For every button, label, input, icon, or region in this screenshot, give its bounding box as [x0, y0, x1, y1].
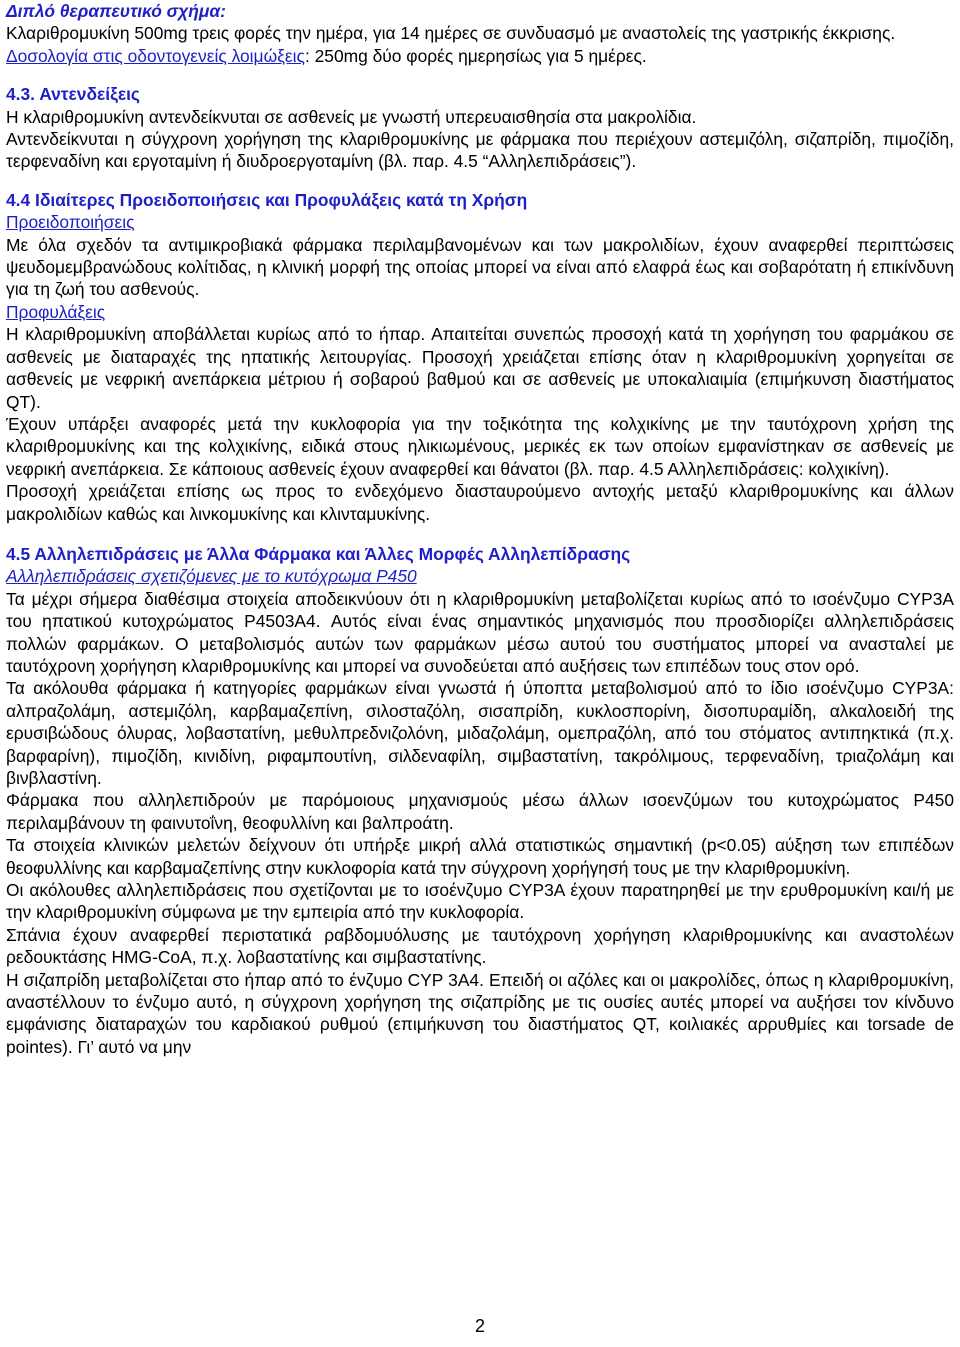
precautions-subheading: Προφυλάξεις: [6, 301, 106, 322]
interactions-subheading: Αλληλεπιδράσεις σχετιζόμενες με το κυτόχρωμα P450: [6, 566, 417, 587]
dental-dosage-text: : 250mg δύο φορές ημερησίως για 5 ημέρες.: [304, 45, 647, 66]
interactions-heading: 4.5 Αλληλεπιδράσεις με Άλλα Φάρμακα και Άλλες Μορφές Αλληλεπίδρασης: [6, 543, 631, 564]
interactions-paragraph-3: Φάρμακα που αλληλεπιδρούν με παρόμοιους μηχανισμούς μέσω άλλων ισοενζύμων του κυτοχρώματος P450 περιλαμβάνουν τη φαινυτοΐνη, θεοφυλλίνη και βαλπροάτη.: [6, 790, 954, 833]
contraindications-paragraph-2: Αντενδείκνυται η σύγχρονη χορήγηση της κλαριθρομυκίνης με φάρμακα που περιέχουν αστεμιζόλη, σιζαπρίδη, πιμοζίδη, τερφεναδίνη και εργοταμίνη ή διυδροεργοταμίνη (βλ. παρ. 4.5 “Αλληλεπιδράσεις”).: [6, 129, 954, 172]
precautions-paragraph-2: Έχουν υπάρξει αναφορές μετά την κυκλοφορία για την τοξικότητα της κολχικίνης με την ταυτόχρονη χρήση της κλαριθρομυκίνης και της κολχικίνης, ειδικά στους ηλικιωμένους, μερικές εκ των οποίων εμφανίστηκαν σε ασθενείς με νεφρική ανεπάρκεια. Σε κάποιους ασθενείς έχουν αναφερθεί και θάνατοι (βλ. παρ. 4.5 Αλληλεπιδράσεις: κολχικίνη).: [6, 413, 954, 479]
interactions-paragraph-2: Τα ακόλουθα φάρμακα ή κατηγορίες φαρμάκων είναι γνωστά ή ύποπτα μεταβολισμού από το ίδιο ισοένζυμο CYP3A: αλπραζολάμη, αστεμιζόλη, καρβαμαζεπίνη, σιλοσταζόλη, σισαπρίδη, κυκλοσπορίνη, δισοπυραμίδη, αλκαλοειδή της ερυσιβώδους όλυρας, λοβαστατίνη, μεθυλπρεδνιζολόνη, μιδαζολάμη, ομεπραζόλη, από του στόματος αντιπηκτικά (π.χ. βαρφαρίνη), πιμοζίδη, κινιδίνη, ριφαμπουτίνη, σιλδεναφίλη, σιμβαστατίνη, τακρόλιμους, τερφεναδίνη, τριαζολάμη και βινβλαστίνη.: [6, 678, 954, 788]
interactions-paragraph-6: Σπάνια έχουν αναφερθεί περιστατικά ραβδομυόλυσης με ταυτόχρονη χορήγηση κλαριθρομυκίνης και αναστολέων ρεδουκτάσης HMG-CoA, π.χ. λοβαστατίνης και σιμβαστατίνης.: [6, 924, 954, 968]
warnings-subheading: Προειδοποιήσεις: [6, 212, 135, 233]
warnings-paragraph-1: Με όλα σχεδόν τα αντιμικροβιακά φάρμακα περιλαμβανομένων και των μακρολιδίων, έχουν αναφερθεί περιπτώσεις ψευδομεμβρανώδους κολίτιδας, η κλινική μορφή της οποίας μπορεί να είναι από ελαφρά έως και σοβαρότατη ή επικίνδυνη για τη ζωή του ασθενούς.: [6, 234, 954, 300]
dual-regimen-title: Διπλό θεραπευτικό σχήμα:: [6, 1, 226, 21]
dual-regimen-text: Κλαριθρομυκίνη 500mg τρεις φορές την ημέρα, για 14 ημέρες σε συνδυασμό με αναστολείς της γαστρικής έκκρισης.: [6, 23, 896, 44]
page-number: 2: [474, 1316, 485, 1336]
precautions-paragraph-3: Προσοχή χρειάζεται επίσης ως προς το ενδεχόμενο διασταυρούμενο αντοχής μεταξύ κλαριθρομυκίνης και άλλων μακρολιδίων καθώς και λινκομυκίνης και κλινταμυκίνης.: [6, 481, 954, 524]
interactions-paragraph-1: Τα μέχρι σήμερα διαθέσιμα στοιχεία αποδεικνύουν ότι η κλαριθρομυκίνη μεταβολίζεται κυρίως από το ισοένζυμο CYP3A του ηπατικού κυτοχρώματος P4503A4. Αυτός είναι ένας σημαντικός μηχανισμός που προσδιορίζει αλληλεπιδράσεις πολλών φαρμάκων. Ο μεταβολισμός αυτών των φαρμάκων μέσω αυτού του συστήματος μπορεί να ανασταλεί με ταυτόχρονη χορήγηση κλαριθρομυκίνης και μπορεί να συνοδεύεται από αυξήσεις των επιπέδων τους στον ορό.: [6, 588, 954, 676]
contraindications-heading: 4.3. Αντενδείξεις: [6, 84, 140, 105]
interactions-paragraph-4: Τα στοιχεία κλινικών μελετών δείχνουν ότι υπήρξε μικρή αλλά στατιστικώς σημαντική (p<0.05) αύξηση των επιπέδων θεοφυλλίνης και καρβαμαζεπίνης στην κυκλοφορία κατά την σύγχρονη χορήγησή τους με την κλαριθρομυκίνη.: [6, 835, 954, 878]
dental-dosage-paragraph: [6, 45, 954, 67]
interactions-paragraph-7: Η σιζαπρίδη μεταβολίζεται στο ήπαρ από το ένζυμο CYP 3A4. Επειδή οι αζόλες και οι μακρολίδες, όπως η κλαριθρομυκίνη, αναστέλλουν το ένζυμο αυτό, η σύγχρονη χορήγηση της σιζαπρίδης με τις ουσίες αυτές μπορεί να αυξήσει τον κίνδυνο εμφάνισης διαταραχών του καρδιακού ρυθμού (επιμήκυνση του διαστήματος QT, κοιλιακές αρρυθμίες και torsade de pointes). Γι’ αυτό να μην: [6, 969, 954, 1057]
warnings-heading: 4.4 Ιδιαίτερες Προειδοποιήσεις και Προφυλάξεις κατά τη Χρήση: [6, 189, 528, 210]
interactions-paragraph-5: Οι ακόλουθες αλληλεπιδράσεις που σχετίζονται με το ισοένζυμο CYP3A έχουν παρατηρηθεί με την ερυθρομυκίνη και/ή με την κλαριθρομυκίνη σύμφωνα με την εμπειρία από την κυκλοφορία.: [6, 880, 954, 923]
contraindications-paragraph-1: Η κλαριθρομυκίνη αντενδείκνυται σε ασθενείς με γνωστή υπερευαισθησία στα μακρολίδια.: [6, 106, 697, 127]
document-page: [6, 0, 954, 1058]
precautions-paragraph-1: Η κλαριθρομυκίνη αποβάλλεται κυρίως από το ήπαρ. Απαιτείται συνεπώς προσοχή κατά τη χορήγηση του φαρμάκου σε ασθενείς με διαταραχές της ηπατικής λειτουργίας. Προσοχή χρειάζεται επίσης όταν η κλαριθρομυκίνη χορηγείται σε ασθενείς με νεφρική ανεπάρκεια μέτριου ή σοβαρού βαθμού και σε ασθενείς με υποκαλιαιμία (επιμήκυνση διαστήματος QT).: [6, 324, 954, 412]
dental-dosage-label: Δοσολογία στις οδοντογενείς λοιμώξεις: [6, 45, 305, 66]
